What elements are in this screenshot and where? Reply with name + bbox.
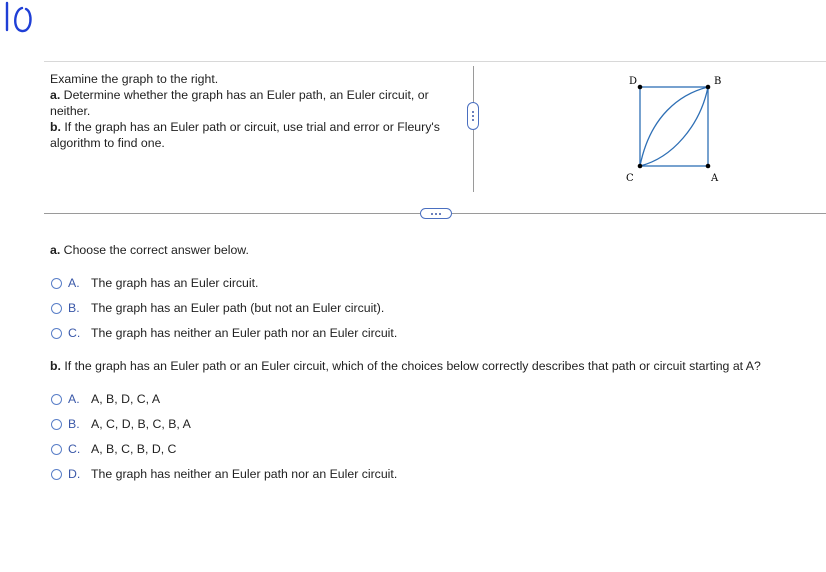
- part-b-option-d[interactable]: [51, 465, 397, 483]
- option-letter: A.: [68, 392, 80, 406]
- vertex-b: [706, 85, 711, 90]
- part-a-prompt-text: Choose the correct answer below.: [60, 243, 249, 257]
- option-text: The graph has an Euler path (but not an Euler circuit).: [91, 301, 385, 315]
- radio-button[interactable]: [51, 328, 62, 339]
- part-a-option-c[interactable]: [51, 324, 397, 342]
- question-part-a: [50, 87, 450, 119]
- option-text: A, B, D, C, A: [91, 392, 161, 406]
- part-b-prompt-text: If the graph has an Euler path or an Euler circuit, which of the choices below correctly describes that path or circuit starting at A?: [60, 359, 761, 373]
- part-a-label: a.: [50, 88, 61, 102]
- graph-curve-edge-lower: [640, 87, 708, 166]
- vertex-label-d: D: [629, 76, 638, 87]
- option-letter: A.: [68, 276, 80, 290]
- part-b-option-b[interactable]: [51, 415, 191, 433]
- top-rule: [44, 61, 826, 62]
- radio-button[interactable]: [51, 469, 62, 480]
- option-text: A, B, C, B, D, C: [91, 442, 177, 456]
- radio-button[interactable]: [51, 394, 62, 405]
- question-part-b: [50, 119, 450, 151]
- handwritten-annotation: [2, 0, 36, 40]
- radio-button[interactable]: [51, 444, 62, 455]
- euler-graph-figure: [600, 66, 740, 192]
- graph-square-edges: [640, 87, 708, 166]
- part-b-option-c[interactable]: [51, 440, 176, 458]
- option-text: The graph has neither an Euler path nor an Euler circuit.: [91, 326, 398, 340]
- part-a-text: Determine whether the graph has an Euler path, an Euler circuit, or neither.: [50, 88, 429, 118]
- option-letter: B.: [68, 301, 80, 315]
- vertex-c: [638, 164, 643, 169]
- vertex-label-c: C: [626, 173, 634, 184]
- radio-button[interactable]: [51, 278, 62, 289]
- horizontal-resize-handle[interactable]: [420, 208, 452, 219]
- option-letter: B.: [68, 417, 80, 431]
- part-b-label: b.: [50, 120, 61, 134]
- vertex-d: [638, 85, 643, 90]
- vertex-label-a: A: [711, 173, 719, 184]
- option-text: The graph has neither an Euler path nor an Euler circuit.: [91, 467, 398, 481]
- option-text: A, C, D, B, C, B, A: [91, 417, 191, 431]
- option-letter: D.: [68, 467, 81, 481]
- graph-curve-edge-upper: [640, 87, 708, 166]
- part-a-prompt: [50, 242, 249, 258]
- part-a-option-b[interactable]: [51, 299, 384, 317]
- question-intro: Examine the graph to the right.: [50, 72, 219, 86]
- part-a-option-a[interactable]: [51, 274, 258, 292]
- part-b-option-a[interactable]: [51, 390, 160, 408]
- vertex-a: [706, 164, 711, 169]
- part-b-text: If the graph has an Euler path or circuit, use trial and error or Fleury's algorithm to find one.: [50, 120, 440, 150]
- part-a-prompt-label: a.: [50, 243, 61, 257]
- part-b-prompt: [50, 358, 761, 374]
- vertex-label-b: B: [714, 76, 722, 87]
- radio-button[interactable]: [51, 419, 62, 430]
- question-text: [50, 71, 450, 151]
- radio-button[interactable]: [51, 303, 62, 314]
- option-letter: C.: [68, 326, 81, 340]
- part-b-prompt-label: b.: [50, 359, 61, 373]
- option-text: The graph has an Euler circuit.: [91, 276, 259, 290]
- option-letter: C.: [68, 442, 81, 456]
- vertical-resize-handle[interactable]: [467, 102, 479, 130]
